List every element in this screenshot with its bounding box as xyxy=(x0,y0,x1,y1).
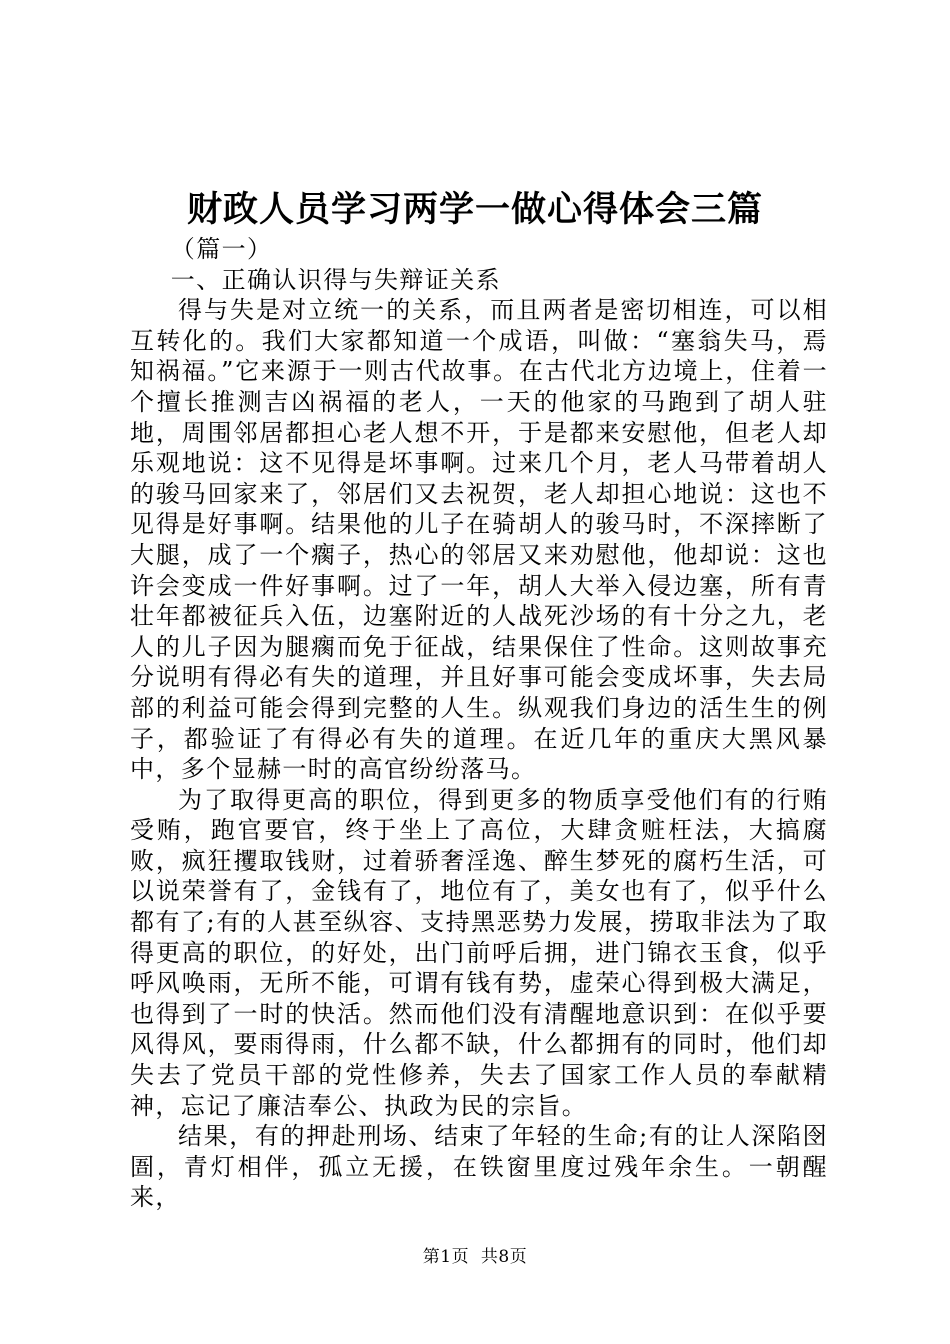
page-total: 共8页 xyxy=(480,1247,528,1267)
section-heading: 一、正确认识得与失辩证关系 xyxy=(170,265,501,294)
page-number: 第1页 xyxy=(422,1247,470,1267)
paragraph-1: 得与失是对立统一的关系，而且两者是密切相连，可以相互转化的。我们大家都知道一个成语，叫做：“塞翁失马，焉知祸福。”它来源于一则古代故事。在古代北方边境上，住着一个擅长推测吉凶祸福的老人，一天的他家的马跑到了胡人驻地，周围邻居都担心老人想不开，于是都来安慰他，但老人却乐观地说：这不见得是坏事啊。过来几个月，老人马带着胡人的骏马回家来了，邻居们又去祝贺，老人却担心地说：这也不见得是好事啊。结果他的儿子在骑胡人的骏马时，不深摔断了大腿，成了一个瘸子，热心的邻居又来劝慰他，他却说：这也许会变成一件好事啊。过了一年，胡人大举入侵边塞，所有青壮年都被征兵入伍，边塞附近的人战死沙场的有十分之九，老人的儿子因为腿瘸而免于征战，结果保住了性命。这则故事充分说明有得必有失的道理，并且好事可能会变成坏事，失去局部的利益可能会得到完整的人生。纵观我们身边的活生生的例子，都验证了有得必有失的道理。在近几年的重庆大黑风暴中，多个显赫一时的高官纷纷落马。 xyxy=(130,296,828,784)
page-footer xyxy=(0,1246,950,1268)
part-label: （篇一） xyxy=(170,235,273,263)
paragraph-2: 为了取得更高的职位，得到更多的物质享受他们有的行贿受贿，跑官要官，终于坐上了高位，大肆贪赃枉法，大搞腐败，疯狂攫取钱财，过着骄奢淫逸、醉生梦死的腐朽生活，可以说荣誉有了，金钱有了，地位有了，美女也有了，似乎什么都有了;有的人甚至纵容、支持黑恶势力发展，捞取非法为了取得更高的职位，的好处，出门前呼后拥，进门锦衣玉食，似乎呼风唤雨，无所不能，可谓有钱有势，虚荣心得到极大满足，也得到了一时的快活。然而他们没有清醒地意识到：在似乎要风得风，要雨得雨，什么都不缺，什么都拥有的同时，他们却失去了党员干部的党性修养，失去了国家工作人员的奉献精神，忘记了廉洁奉公、执政为民的宗旨。 xyxy=(130,785,828,1120)
paragraph-3: 结果，有的押赴刑场、结束了年轻的生命;有的让人深陷囹圄，青灯相伴，孤立无援，在铁窗里度过残年余生。一朝醒来， xyxy=(130,1122,828,1212)
document-title: 财政人员学习两学一做心得体会三篇 xyxy=(186,189,763,230)
document-body xyxy=(130,234,828,1213)
